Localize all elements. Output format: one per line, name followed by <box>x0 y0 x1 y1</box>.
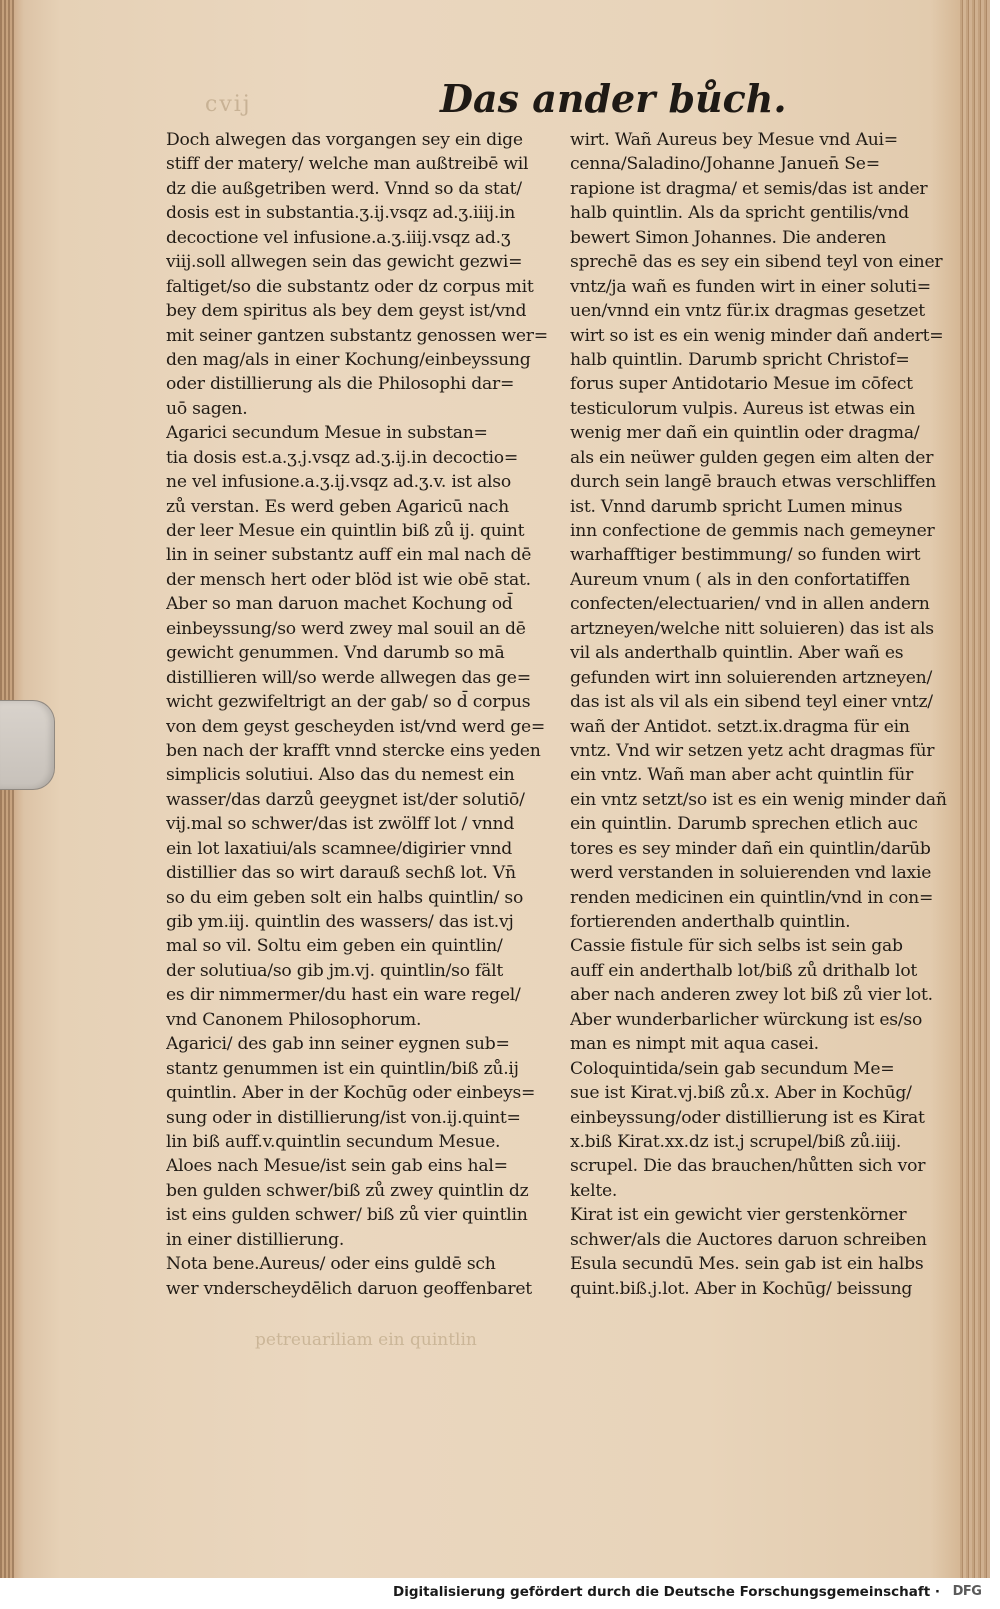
text-line: wirt. Wañ Aureus bey Mesue vnd Aui= <box>570 130 898 150</box>
running-head: Das ander bůch. <box>440 76 787 121</box>
text-line: sung oder in distillierung/ist von.ij.quint= <box>166 1107 521 1128</box>
text-line: vntz. Vnd wir setzen yetz acht dragmas für <box>570 740 935 761</box>
text-line: forus super Antidotario Mesue im cōfect <box>570 374 913 395</box>
text-line: distillier das so wirt darauß sechß lot. Vn̄ <box>166 863 516 884</box>
text-line: ein lot laxatiui/als scamnee/digirier vnnd <box>166 838 512 859</box>
text-line: simplicis solutiui. Also das du nemest ein <box>166 765 515 786</box>
text-line: testiculorum vulpis. Aureus ist etwas ein <box>570 398 916 419</box>
text-line: kelte. <box>570 1180 618 1201</box>
show-through-text: petreuariliam ein quintlin <box>255 1330 477 1350</box>
page-tab-marker <box>0 700 55 790</box>
text-line: lin biß auff.v.quintlin secundum Mesue. <box>166 1131 501 1152</box>
dfg-logo: DFG <box>952 1584 982 1599</box>
text-line: das ist als vil als ein sibend teyl einer vntz/ <box>570 692 933 713</box>
text-line: gib ym.iij. quintlin des wassers/ das ist.vj <box>166 912 514 932</box>
text-line: sprechē das es sey ein sibend teyl von einer <box>570 252 943 273</box>
text-line: scrupel. Die das brauchen/hůtten sich vor <box>570 1156 926 1177</box>
text-line: quint.biß.j.lot. Aber in Kochūg/ beissung <box>570 1278 913 1299</box>
text-line: Cassie fistule für sich selbs ist sein gab <box>570 936 903 957</box>
funding-credit: Digitalisierung gefördert durch die Deutsche Forschungsgemeinschaft · <box>393 1584 940 1600</box>
text-line: aber nach anderen zwey lot biß zů vier lot. <box>570 985 933 1006</box>
text-line: ein vntz setzt/so ist es ein wenig minder dañ <box>570 789 947 810</box>
text-line: bewert Simon Johannes. Die anderen <box>570 227 887 248</box>
text-line: von dem geyst gescheyden ist/vnd werd ge= <box>166 716 546 737</box>
show-through-folio: cvij <box>205 92 252 117</box>
text-line: in einer distillierung. <box>166 1229 345 1250</box>
text-line: vnd Canonem Philosophorum. <box>166 1009 422 1030</box>
text-line: stiff der matery/ welche man außtreibē wil <box>166 154 529 175</box>
text-line: wer vnderscheydēlich daruon geoffenbaret <box>166 1278 532 1299</box>
text-line: einbeyssung/so werd zwey mal souil an dē <box>166 618 526 639</box>
text-line: der mensch hert oder blöd ist wie obē stat. <box>166 569 531 590</box>
text-line: tia dosis est.a.ʒ.j.vsqz ad.ʒ.ij.in decoctio= <box>166 447 519 468</box>
text-line: es dir nimmermer/du hast ein ware regel/ <box>166 985 521 1006</box>
text-line: viij.soll allwegen sein das gewicht gezwi= <box>166 252 523 273</box>
text-line: einbeyssung/oder distillierung ist es Kirat <box>570 1107 925 1128</box>
text-line: renden medicinen ein quintlin/vnd in con= <box>570 887 934 908</box>
text-line: wañ der Antidot. setzt.ix.dragma für ein <box>570 716 910 737</box>
page-fore-edge <box>960 0 990 1578</box>
text-line: sue ist Kirat.vj.biß zů.x. Aber in Kochūg/ <box>570 1083 912 1104</box>
text-line: wenig mer dañ ein quintlin oder dragma/ <box>570 423 920 444</box>
text-line: cenna/Saladino/Johanne Januen̄ Se= <box>570 154 880 175</box>
text-line: der leer Mesue ein quintlin biß zů ij. quint <box>166 521 525 541</box>
text-column-left <box>166 128 566 1301</box>
text-line: halb quintlin. Als da spricht gentilis/vnd <box>570 203 909 224</box>
text-line: rapione ist dragma/ et semis/das ist ander <box>570 178 928 199</box>
text-line: artzneyen/welche nitt soluieren) das ist als <box>570 618 934 639</box>
text-line: decoctione vel infusione.a.ʒ.iiij.vsqz ad.ʒ <box>166 227 511 248</box>
text-line: wasser/das darzů geeygnet ist/der solutiō/ <box>166 789 525 810</box>
text-line: ben nach der krafft vnnd stercke eins yeden <box>166 740 541 761</box>
text-line: wicht gezwifeltrigt an der gab/ so d̄ corpus <box>166 692 531 713</box>
text-line: durch sein langē brauch etwas verschliffen <box>570 472 937 493</box>
text-line: stantz genummen ist ein quintlin/biß zů.ij <box>166 1058 519 1079</box>
text-line: zů verstan. Es werd geben Agaricū nach <box>166 496 509 517</box>
text-line: ben gulden schwer/biß zů zwey quintlin dz <box>166 1180 529 1201</box>
text-line: bey dem spiritus als bey dem geyst ist/vnd <box>166 301 527 322</box>
text-line: gewicht genummen. Vnd darumb so mā <box>166 643 505 664</box>
text-line: vntz/ja wañ es funden wirt in einer soluti= <box>570 276 931 297</box>
text-line: vij.mal so schwer/das ist zwölff lot / vnnd <box>166 814 515 835</box>
text-line: x.biß Kirat.xx.dz ist.j scrupel/biß zů.iiij. <box>570 1131 902 1152</box>
text-line: Kirat ist ein gewicht vier gerstenkörner <box>570 1205 907 1226</box>
text-line: als ein neüwer gulden gegen eim alten der <box>570 447 934 468</box>
digitization-footer <box>0 1578 1000 1609</box>
text-line: fortierenden anderthalb quintlin. <box>570 912 851 932</box>
text-line: oder distillierung als die Philosophi dar= <box>166 374 515 395</box>
text-line: warhafftiger bestimmung/ so funden wirt <box>570 545 921 566</box>
text-line: der solutiua/so gib jm.vj. quintlin/so fält <box>166 960 504 981</box>
text-line: lin in seiner substantz auff ein mal nach dē <box>166 545 532 566</box>
text-line: Coloquintida/sein gab secundum Me= <box>570 1058 895 1079</box>
text-line: Agarici/ des gab inn seiner eygnen sub= <box>166 1034 510 1055</box>
text-line: dosis est in substantia.ʒ.ij.vsqz ad.ʒ.iiij.in <box>166 203 516 224</box>
text-line: confecten/electuarien/ vnd in allen andern <box>570 594 930 615</box>
text-line: Aureum vnum ( als in den confortatiffen <box>570 569 910 590</box>
text-line: halb quintlin. Darumb spricht Christof= <box>570 349 910 370</box>
text-line: Nota bene.Aureus/ oder eins guldē sch <box>166 1254 496 1275</box>
text-line: ein vntz. Wañ man aber acht quintlin für <box>570 765 914 786</box>
text-line: man es nimpt mit aqua casei. <box>570 1034 819 1055</box>
text-line: so du eim geben solt ein halbs quintlin/ so <box>166 887 524 908</box>
text-line: quintlin. Aber in der Kochūg oder einbeys= <box>166 1083 536 1104</box>
text-line: Aber so man daruon machet Kochung od̄ <box>166 594 513 615</box>
text-line: Aber wunderbarlicher würckung ist es/so <box>570 1009 923 1030</box>
text-line: inn confectione de gemmis nach gemeyner <box>570 521 935 541</box>
text-line: dz die außgetriben werd. Vnnd so da stat/ <box>166 178 522 199</box>
text-line: Aloes nach Mesue/ist sein gab eins hal= <box>166 1156 508 1177</box>
text-line: uō sagen. <box>166 398 248 419</box>
text-line: ne vel infusione.a.ʒ.ij.vsqz ad.ʒ.v. ist also <box>166 472 511 493</box>
text-line: tores es sey minder dañ ein quintlin/darūb <box>570 838 931 859</box>
text-line: den mag/als in einer Kochung/einbeyssung <box>166 349 531 370</box>
text-line: auff ein anderthalb lot/biß zů drithalb lot <box>570 960 918 981</box>
text-line: Esula secundū Mes. sein gab ist ein halbs <box>570 1254 924 1275</box>
text-line: werd verstanden in soluierenden vnd laxie <box>570 863 932 884</box>
text-line: distillieren will/so werde allwegen das ge= <box>166 667 531 688</box>
text-line: uen/vnnd ein vntz für.ix dragmas gesetzet <box>570 301 925 322</box>
text-line: mal so vil. Soltu eim geben ein quintlin/ <box>166 936 503 957</box>
text-line: gefunden wirt inn soluierenden artzneyen/ <box>570 667 933 688</box>
text-line: Agarici secundum Mesue in substan= <box>166 423 488 444</box>
text-line: wirt so ist es ein wenig minder dañ andert= <box>570 325 944 346</box>
text-line: ist. Vnnd darumb spricht Lumen minus <box>570 496 903 517</box>
text-line: ist eins gulden schwer/ biß zů vier quintlin <box>166 1205 528 1226</box>
text-line: Doch alwegen das vorgangen sey ein dige <box>166 130 523 150</box>
text-line: schwer/als die Auctores daruon schreiben <box>570 1229 927 1250</box>
text-line: ein quintlin. Darumb sprechen etlich auc <box>570 814 918 835</box>
text-line: faltiget/so die substantz oder dz corpus mit <box>166 276 534 297</box>
text-line: mit seiner gantzen substantz genossen wer= <box>166 325 548 346</box>
text-line: vil als anderthalb quintlin. Aber wañ es <box>570 643 904 664</box>
text-column-right <box>570 128 958 1301</box>
